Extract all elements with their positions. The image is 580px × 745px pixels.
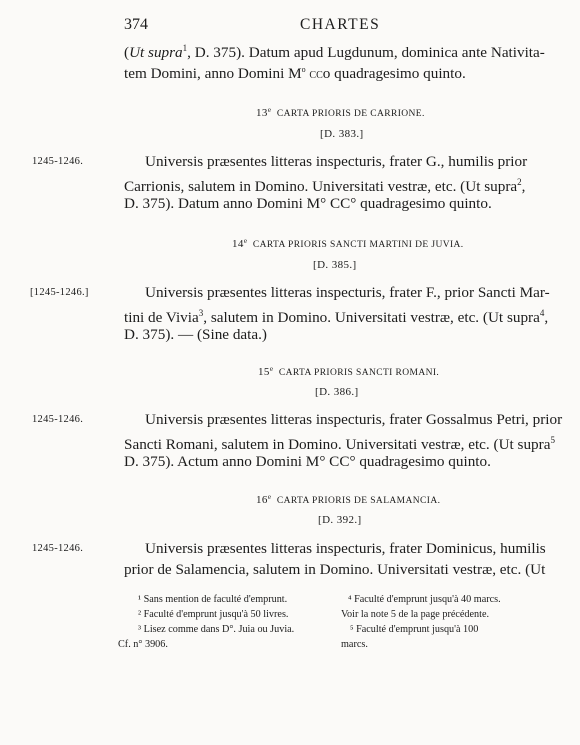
doc-ref-14: [D. 385.] [313,259,357,271]
footnote-ref-2: 4 [539,308,545,318]
ordinal-mark: e [269,365,274,373]
footnote-5-cont: marcs. [341,639,368,650]
ut-supra-ital: Ut supra [129,44,183,62]
heading-text: CARTA PRIORIS SANCTI ROMANI. [278,368,440,379]
doc-ref-15: [D. 386.] [315,386,359,398]
section-13-line-3: D. 375). Datum anno Domini M° CC° quadragesimo quinto. [124,195,492,212]
line-text: Carrionis, salutem in Domino. Universitati vestræ, etc. (Ut supra [124,178,518,196]
page-number: 374 [124,16,148,33]
date-15: 1245-1246. [32,414,84,425]
heading-number: 13 [256,107,268,120]
section-13-line-1: Universis præsentes litteras inspecturis, frater G., humilis prior [145,153,528,170]
footnote-4-note: Voir la note 5 de la page précédente. [341,609,490,620]
heading-number: 15 [258,366,270,379]
heading-number: 16 [256,494,268,507]
section-15-line-1: Universis præsentes litteras inspecturis, frater Gossalmus Petri, prior [145,411,563,428]
continuation-end: o quadragesimo quinto. [322,65,466,83]
footnote-ref: 1 [182,43,188,53]
heading-text: CARTA PRIORIS DE SALAMANCIA. [276,496,441,507]
ordinal-mark: e [243,237,248,245]
section-14-line-3: D. 375). — (Sine data.) [124,326,267,343]
line-text: tini de Vivia [124,309,199,327]
footnote-2: ² Faculté d'emprunt jusqu'à 50 livres. [138,609,289,620]
date-13: 1245-1246. [32,156,84,167]
section-heading-16 [256,493,440,506]
section-14-line-2: tini de Vivia$^3$, salutem in Domino. Universitati vestræ, etc. (Ut supra$^4$, [124,308,549,327]
continuation-text-2: tem Domini, anno Domini M [124,65,302,83]
doc-ref-13: [D. 383.] [320,128,364,140]
footnote-3: ³ Lisez comme dans D°. Juia ou Juvia. [138,624,295,635]
section-16-line-2: prior de Salamencia, salutem in Domino. Universitati vestræ, etc. (Ut [124,561,546,578]
doc-ref-16: [D. 392.] [318,514,362,526]
running-title: CHARTES [300,16,381,33]
section-14-line-1: Universis præsentes litteras inspecturis, frater F., prior Sancti Mar- [145,284,550,301]
section-heading-14 [232,237,464,250]
ordinal-mark: e [267,106,272,114]
section-heading-15 [258,365,439,378]
section-16-line-1: Universis præsentes litteras inspecturis, frater Dominicus, humilis [145,540,546,557]
footnote-ref: 3 [198,308,204,318]
footnote-5: ⁵ Faculté d'emprunt jusqu'à 100 [350,624,479,635]
small-caps-cc: CC [309,70,323,82]
section-15-line-3: D. 375). Actum anno Domini M° CC° quadragesimo quinto. [124,453,491,470]
line-text: Sancti Romani, salutem in Domino. Universitati vestræ, etc. (Ut supra [124,436,551,454]
heading-text: CARTA PRIORIS DE CARRIONE. [276,109,425,120]
footnote-ref: 5 [550,435,555,445]
ordinal-mark: e [267,493,272,501]
heading-text: CARTA PRIORIS SANCTI MARTINI DE JUVIA. [252,240,464,251]
date-14: [1245-1246.] [30,287,89,298]
footnote-1: ¹ Sans mention de faculté d'emprunt. [138,594,288,605]
continuation-line-2 [124,59,466,86]
line-text-2: , salutem in Domino. Universitati vestræ, etc. (Ut supra [203,309,540,327]
section-13-line-2: Carrionis, salutem in Domino. Universitati vestræ, etc. (Ut supra$^2$, [124,177,526,196]
date-16: 1245-1246. [32,543,84,554]
footnote-3-cf: Cf. n° 3906. [118,639,168,650]
continuation-text: , D. 375). Datum apud Lugdunum, dominica ante Nativita- [187,44,545,62]
small-o: o [301,65,306,74]
continuation-line-1: (Ut supra$^1$, D. 375). Datum apud Lugdunum, dominica ante Nativita- [124,43,545,62]
footnote-4: ⁴ Faculté d'emprunt jusqu'à 40 marcs. [348,594,501,605]
heading-number: 14 [232,238,244,251]
footnote-ref: 2 [517,177,522,187]
section-heading-13 [256,106,425,119]
